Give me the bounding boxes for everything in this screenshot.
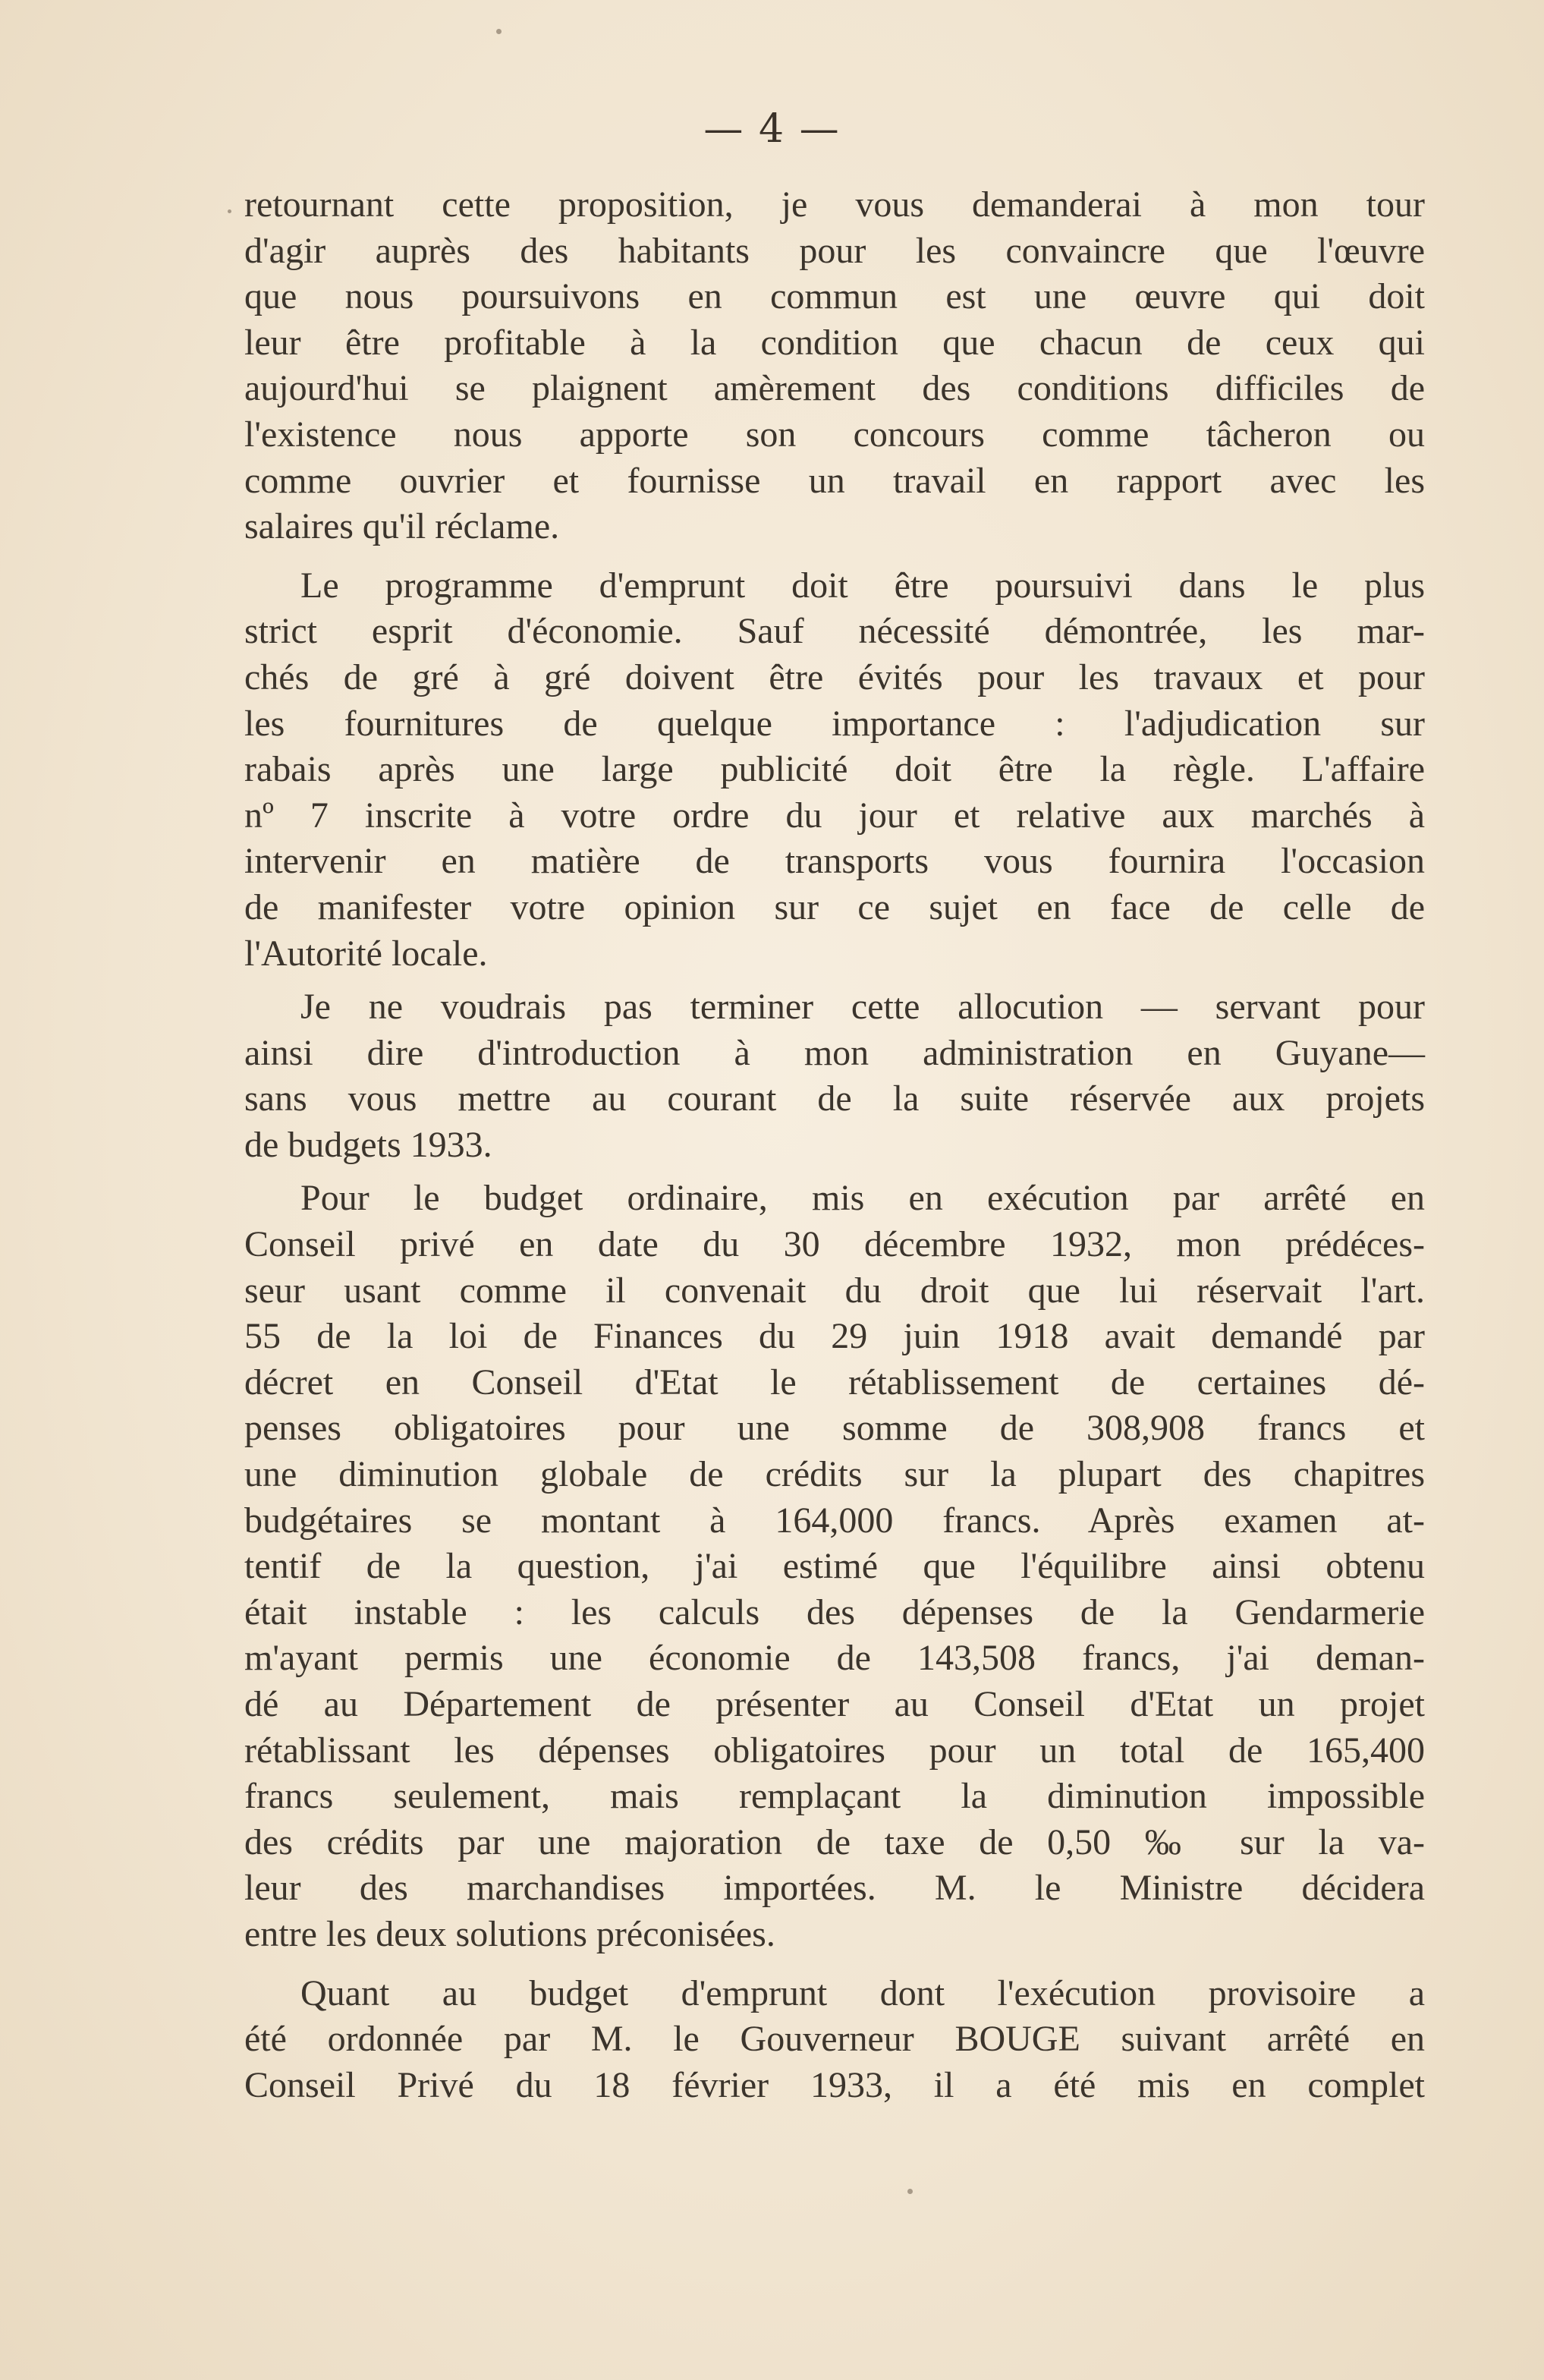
text-line: l'Autorité locale. <box>244 933 488 974</box>
text-line: Le programme d'emprunt doit être poursuivi dans le plus <box>300 565 1425 606</box>
text-line: penses obligatoires pour une somme de 308,908 francs et <box>244 1408 1425 1449</box>
text-line: l'existence nous apporte son concours comme tâcheron ou <box>244 414 1425 455</box>
text-line: été ordonnée par M. le Gouverneur BOUGE suivant arrêté en <box>244 2019 1425 2060</box>
text-line: comme ouvrier et fournisse un travail en rapport avec les <box>244 460 1425 501</box>
text-line: budgétaires se montant à 164,000 francs. Après examen at- <box>244 1500 1425 1541</box>
text-line: rabais après une large publicité doit être la règle. L'affaire <box>244 749 1425 790</box>
text-line: était instable : les calculs des dépenses de la Gendarmerie <box>244 1591 1425 1632</box>
text-line: aujourd'hui se plaignent amèrement des conditions difficiles de <box>244 368 1425 409</box>
text-line: francs seulement, mais remplaçant la diminution impossible <box>244 1776 1425 1817</box>
text-line: seur usant comme il convenait du droit que lui réservait l'art. <box>244 1270 1425 1311</box>
text-line: leur des marchandises importées. M. le Ministre décidera <box>244 1868 1425 1909</box>
text-line: chés de gré à gré doivent être évités pour les travaux et pour <box>244 656 1425 697</box>
text-line: de manifester votre opinion sur ce sujet en face de celle de <box>244 886 1425 927</box>
ink-speck <box>496 29 502 34</box>
text-line: entre les deux solutions préconisées. <box>244 1913 775 1954</box>
text-line: décret en Conseil d'Etat le rétablissement de certaines dé- <box>244 1362 1425 1402</box>
text-line: une diminution globale de crédits sur la plupart des chapitres <box>244 1454 1425 1495</box>
paragraph-5 <box>244 1971 1425 2109</box>
text-line: strict esprit d'économie. Sauf nécessité démontrée, les mar- <box>244 611 1425 652</box>
text-line: d'agir auprès des habitants pour les convaincre que l'œuvre <box>244 230 1425 271</box>
text-line: nº 7 inscrite à votre ordre du jour et relative aux marchés à <box>244 795 1425 836</box>
text-line: 55 de la loi de Finances du 29 juin 1918 avait demandé par <box>244 1316 1425 1357</box>
text-line: Conseil Privé du 18 février 1933, il a été mis en complet <box>244 2064 1425 2105</box>
text-line: salaires qu'il réclame. <box>244 506 560 547</box>
text-line: Quant au budget d'emprunt dont l'exécution provisoire a <box>300 1972 1425 2013</box>
text-line: que nous poursuivons en commun est une œuvre qui doit <box>244 276 1425 317</box>
text-line: sans vous mettre au courant de la suite réservée aux projets <box>244 1078 1425 1119</box>
text-line: Conseil privé en date du 30 décembre 1932, mon prédéces- <box>244 1224 1425 1265</box>
page-number: — 4 — <box>703 106 841 152</box>
text-line: rétablissant les dépenses obligatoires pour un total de 165,400 <box>244 1730 1425 1771</box>
text-line: m'ayant permis une économie de 143,508 francs, j'ai deman- <box>244 1638 1425 1679</box>
text-line: Je ne voudrais pas terminer cette allocution — servant pour <box>300 987 1425 1028</box>
paragraph-2 <box>244 563 1425 977</box>
text-line: de budgets 1933. <box>244 1124 492 1165</box>
text-line: intervenir en matière de transports vous fournira l'occasion <box>244 841 1425 882</box>
text-line: les fournitures de quelque importance : l'adjudication sur <box>244 703 1425 744</box>
text-line: dé au Département de présenter au Conseil d'Etat un projet <box>244 1684 1425 1724</box>
paragraph-1 <box>244 182 1425 550</box>
body-text <box>244 182 1425 2108</box>
paragraph-3 <box>244 984 1425 1168</box>
ink-speck <box>228 209 231 213</box>
text-line: leur être profitable à la condition que chacun de ceux qui <box>244 322 1425 363</box>
text-line: des crédits par une majoration de taxe de 0,50 ‰ sur la va- <box>244 1821 1425 1862</box>
text-line: tentif de la question, j'ai estimé que l'équilibre ainsi obtenu <box>244 1546 1425 1587</box>
text-line: retournant cette proposition, je vous demanderai à mon tour <box>244 184 1425 225</box>
text-line: ainsi dire d'introduction à mon administration en Guyane— <box>244 1032 1425 1073</box>
ink-speck <box>907 2189 913 2194</box>
paragraph-4 <box>244 1176 1425 1957</box>
text-line: Pour le budget ordinaire, mis en exécution par arrêté en <box>300 1178 1425 1219</box>
